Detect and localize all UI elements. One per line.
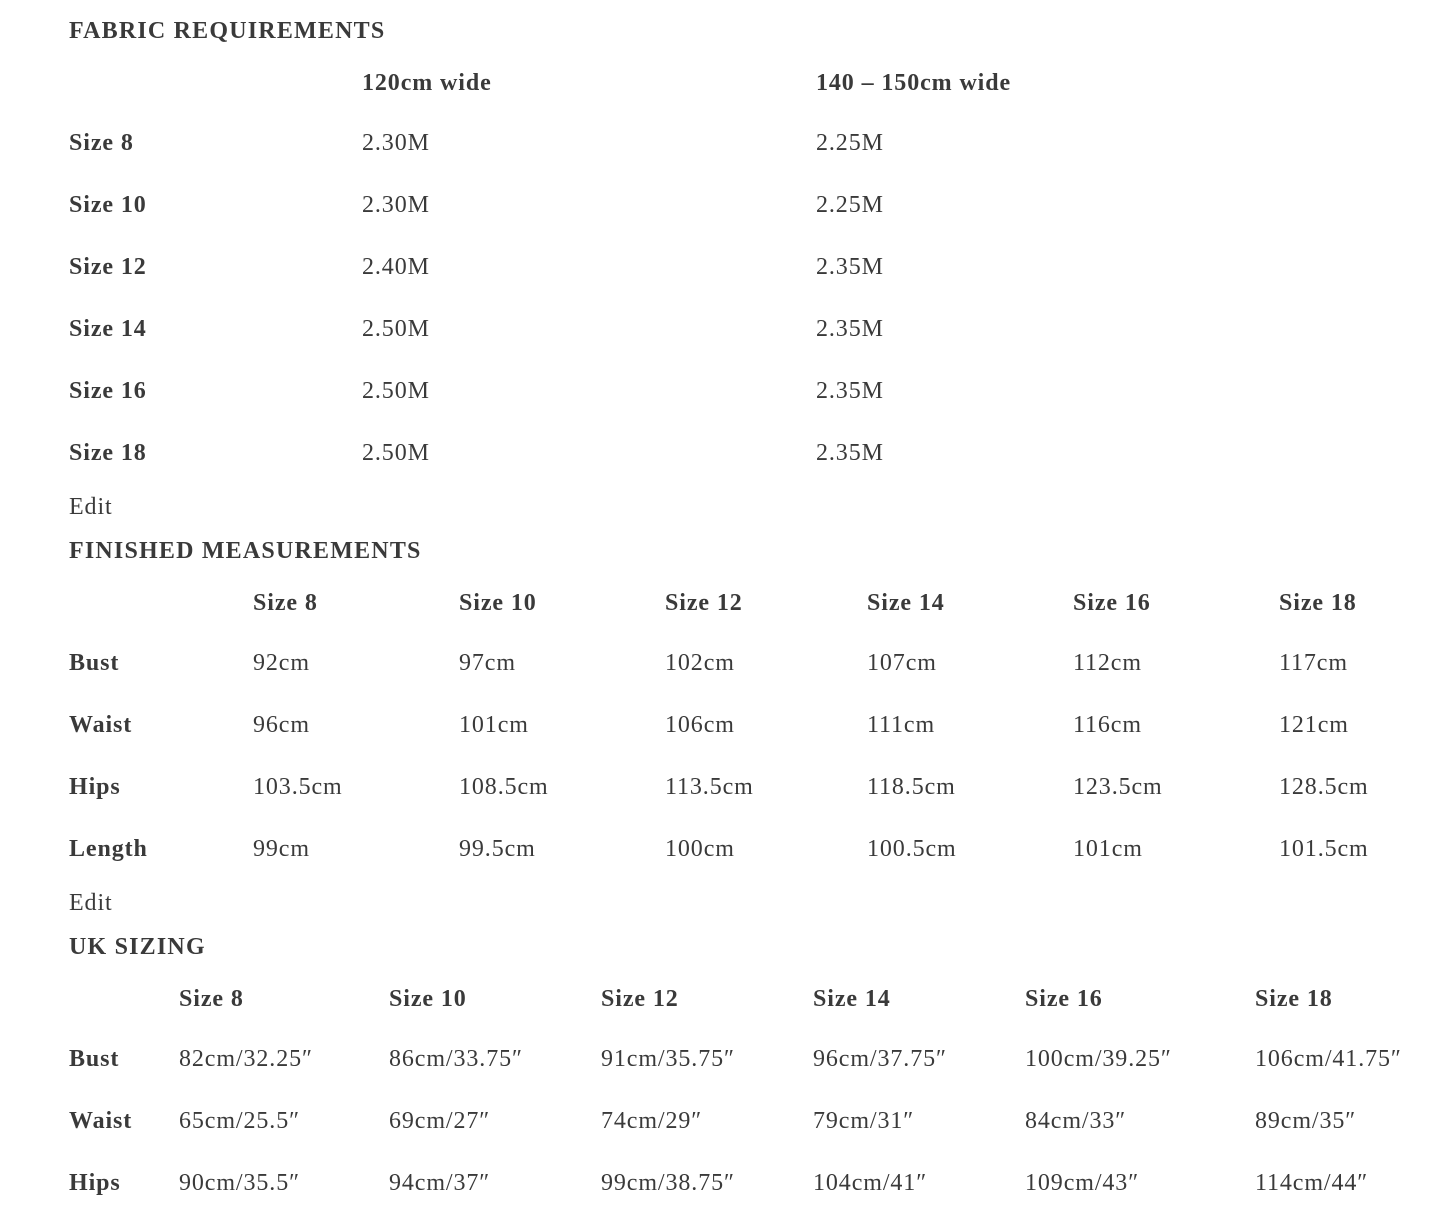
finished-col-header: Size 10 [459,590,537,616]
fabric-cell: 2.35M [816,440,884,466]
finished-cell: 101.5cm [1279,836,1369,862]
uk-cell: 106cm/41.75″ [1255,1046,1402,1072]
uk-cell: 109cm/43″ [1025,1170,1140,1196]
uk-col-header: Size 14 [813,986,891,1012]
fabric-row-label: Size 12 [69,254,147,280]
finished-cell: 113.5cm [665,774,754,800]
uk-cell: 114cm/44″ [1255,1170,1369,1196]
finished-cell: 92cm [253,650,310,676]
fabric-cell: 2.50M [362,316,430,342]
uk-col-header: Size 18 [1255,986,1333,1012]
finished-row-label: Bust [69,650,120,676]
uk-cell: 65cm/25.5″ [179,1108,300,1134]
finished-cell: 117cm [1279,650,1348,676]
finished-cell: 112cm [1073,650,1142,676]
finished-cell: 102cm [665,650,735,676]
uk-col-header: Size 16 [1025,986,1103,1012]
finished-cell: 106cm [665,712,735,738]
fabric-cell: 2.40M [362,254,430,280]
uk-cell: 79cm/31″ [813,1108,915,1134]
uk-cell: 100cm/39.25″ [1025,1046,1172,1072]
fabric-cell: 2.35M [816,316,884,342]
fabric-edit-link[interactable]: Edit [69,494,113,520]
finished-cell: 123.5cm [1073,774,1163,800]
uk-cell: 90cm/35.5″ [179,1170,300,1196]
finished-row-label: Hips [69,774,121,800]
uk-cell: 82cm/32.25″ [179,1046,313,1072]
finished-col-header: Size 18 [1279,590,1357,616]
fabric-cell: 2.30M [362,192,430,218]
uk-cell: 104cm/41″ [813,1170,928,1196]
fabric-row-label: Size 10 [69,192,147,218]
uk-col-header: Size 8 [179,986,244,1012]
finished-row-label: Length [69,836,148,862]
uk-cell: 89cm/35″ [1255,1108,1357,1134]
finished-cell: 108.5cm [459,774,549,800]
finished-col-header: Size 14 [867,590,945,616]
finished-cell: 121cm [1279,712,1349,738]
uk-row-label: Waist [69,1108,133,1134]
fabric-cell: 2.25M [816,192,884,218]
uk-cell: 74cm/29″ [601,1108,703,1134]
finished-col-header: Size 8 [253,590,318,616]
finished-row-label: Waist [69,712,133,738]
fabric-cell: 2.25M [816,130,884,156]
uk-cell: 99cm/38.75″ [601,1170,735,1196]
finished-cell: 99cm [253,836,310,862]
finished-edit-link[interactable]: Edit [69,890,113,916]
finished-cell: 96cm [253,712,310,738]
finished-cell: 111cm [867,712,936,738]
uk-col-header: Size 12 [601,986,679,1012]
fabric-cell: 2.50M [362,440,430,466]
uk-cell: 84cm/33″ [1025,1108,1127,1134]
fabric-cell: 2.30M [362,130,430,156]
fabric-requirements-title: FABRIC REQUIREMENTS [69,18,386,44]
fabric-cell: 2.50M [362,378,430,404]
fabric-cell: 2.35M [816,254,884,280]
uk-cell: 69cm/27″ [389,1108,491,1134]
uk-col-header: Size 10 [389,986,467,1012]
uk-cell: 86cm/33.75″ [389,1046,523,1072]
uk-row-label: Bust [69,1046,120,1072]
fabric-col-header-120: 120cm wide [362,70,492,96]
finished-cell: 107cm [867,650,937,676]
finished-cell: 100.5cm [867,836,957,862]
fabric-row-label: Size 14 [69,316,147,342]
finished-cell: 116cm [1073,712,1142,738]
finished-cell: 101cm [1073,836,1143,862]
finished-cell: 128.5cm [1279,774,1369,800]
finished-cell: 118.5cm [867,774,956,800]
fabric-col-header-140-150: 140 – 150cm wide [816,70,1012,96]
uk-cell: 96cm/37.75″ [813,1046,947,1072]
fabric-cell: 2.35M [816,378,884,404]
finished-cell: 101cm [459,712,529,738]
fabric-row-label: Size 18 [69,440,147,466]
uk-row-label: Hips [69,1170,121,1196]
finished-measurements-title: FINISHED MEASUREMENTS [69,538,422,564]
finished-cell: 100cm [665,836,735,862]
finished-cell: 97cm [459,650,516,676]
uk-cell: 91cm/35.75″ [601,1046,735,1072]
fabric-row-label: Size 8 [69,130,134,156]
uk-sizing-title: UK SIZING [69,934,206,960]
finished-cell: 99.5cm [459,836,536,862]
finished-cell: 103.5cm [253,774,343,800]
finished-col-header: Size 16 [1073,590,1151,616]
fabric-row-label: Size 16 [69,378,147,404]
uk-cell: 94cm/37″ [389,1170,491,1196]
finished-col-header: Size 12 [665,590,743,616]
